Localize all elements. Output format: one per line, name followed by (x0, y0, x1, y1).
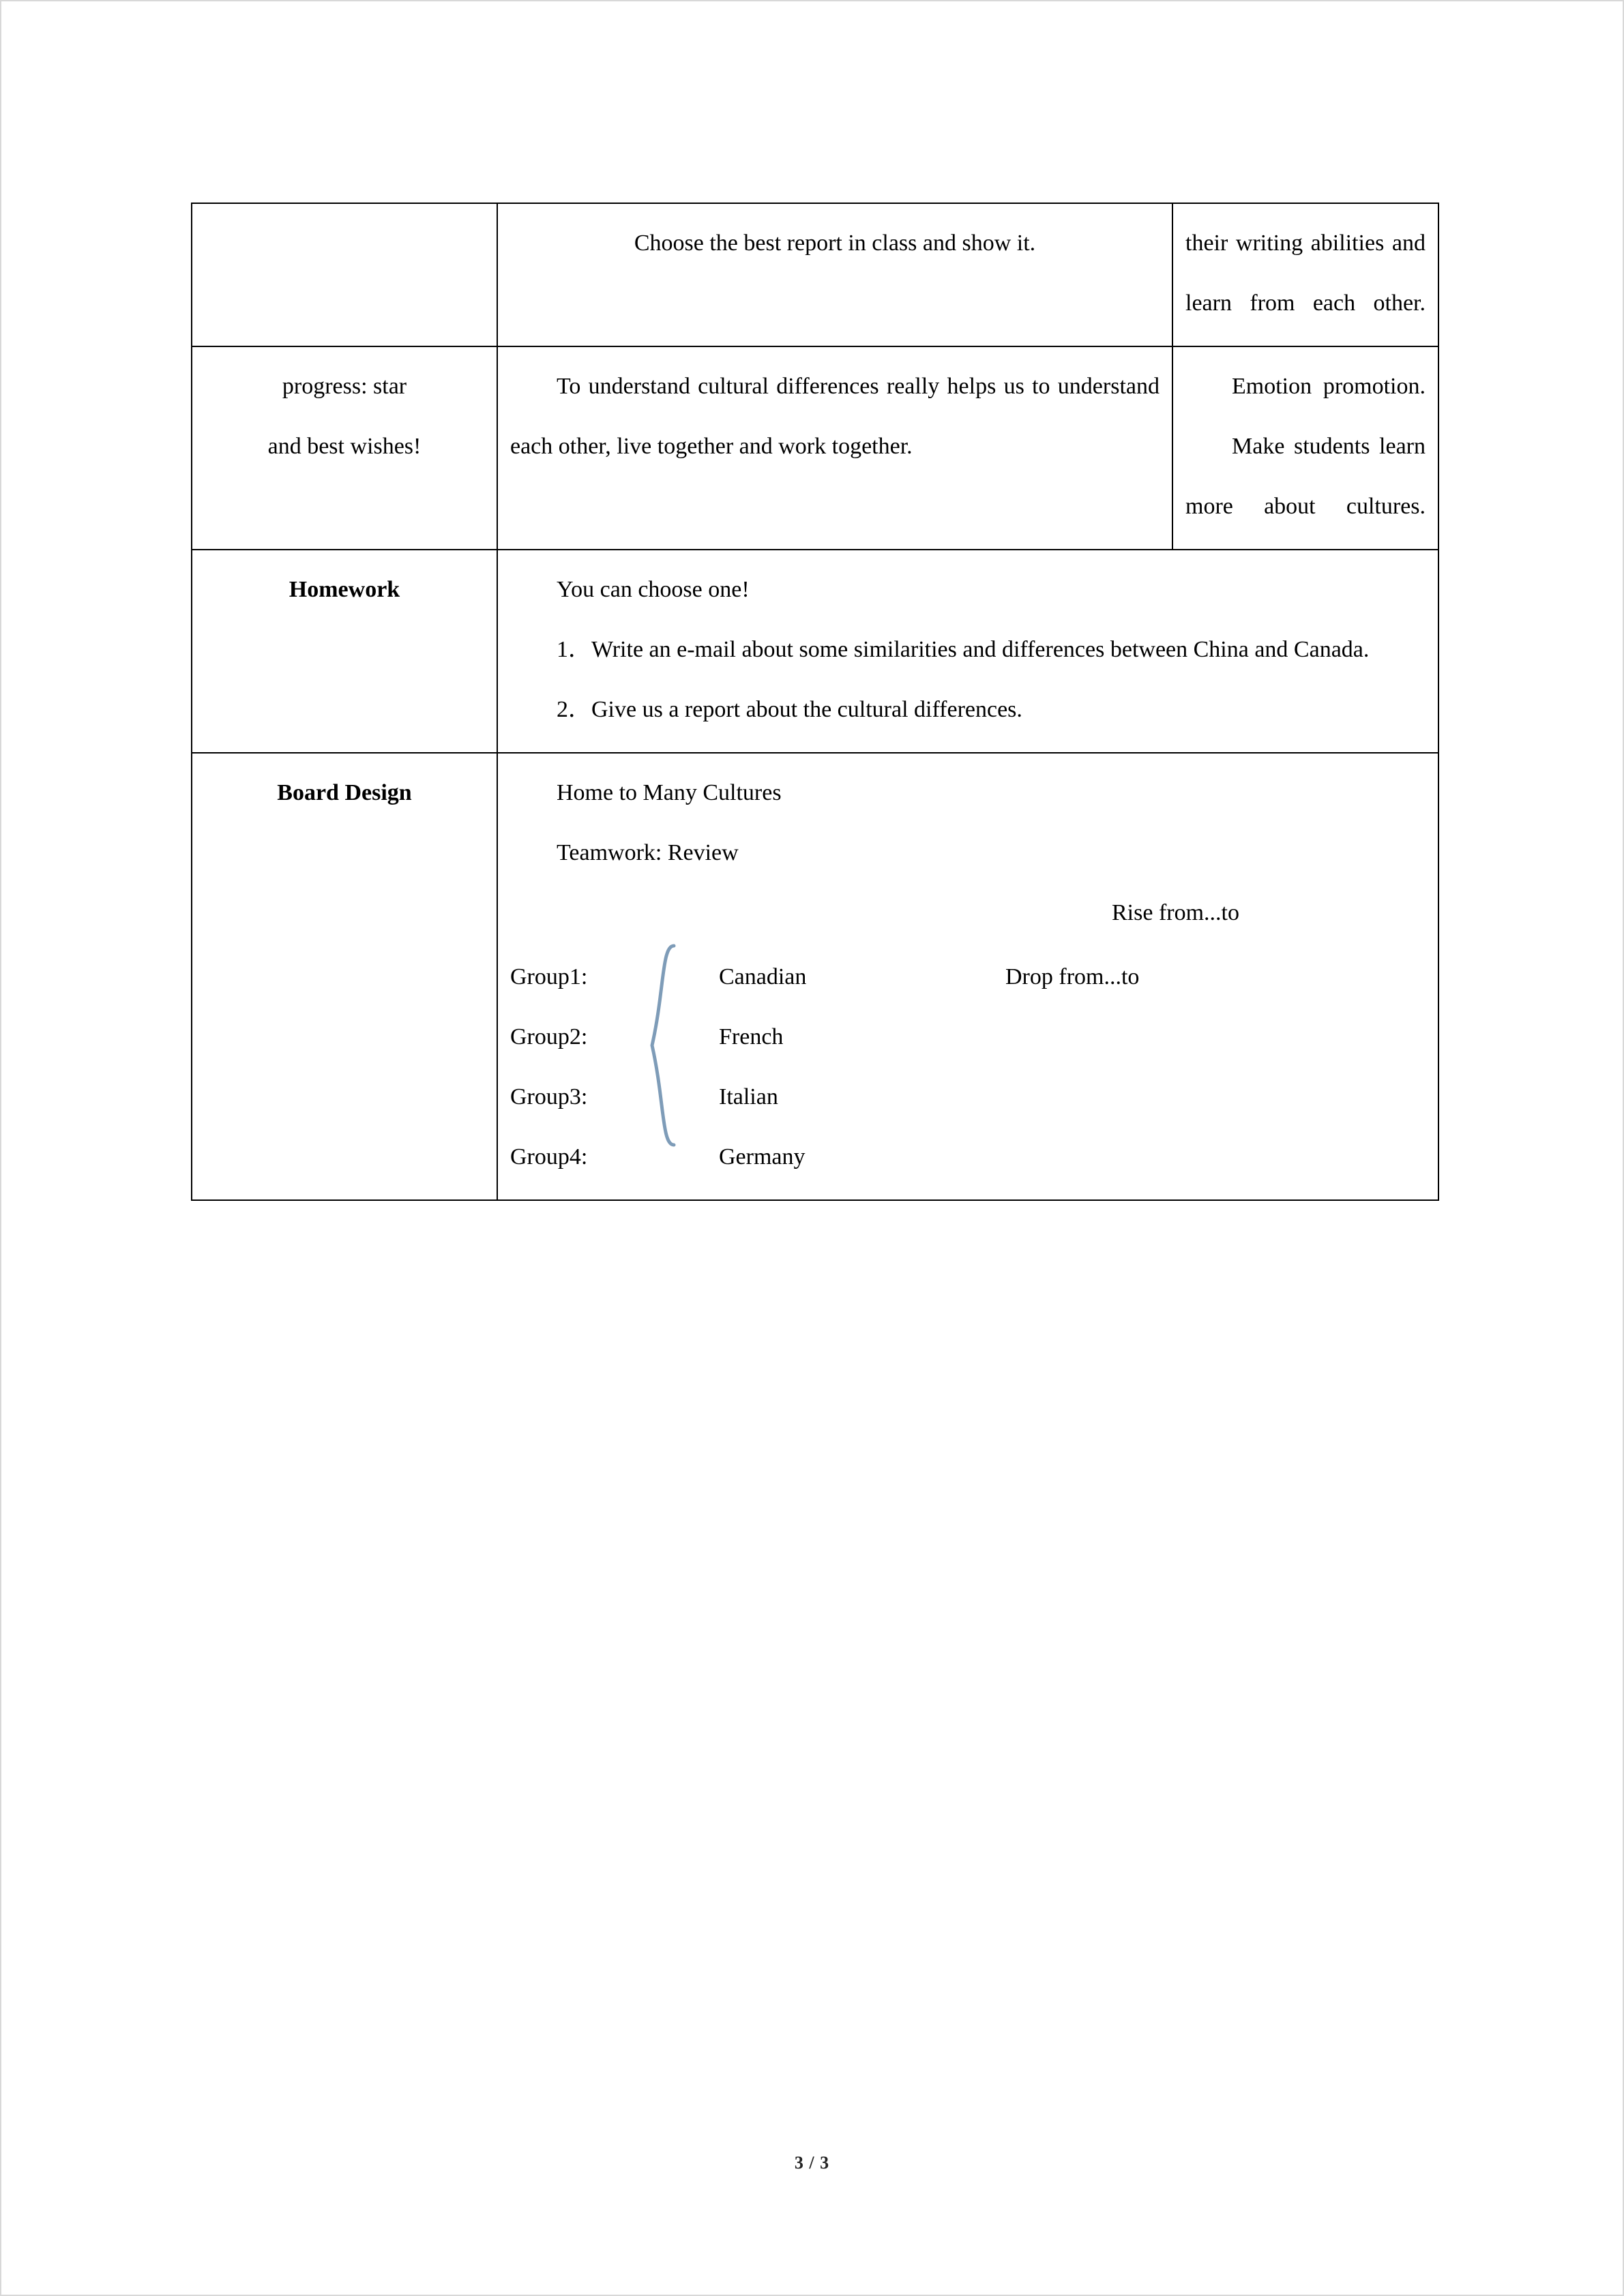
board-design-content-cell (497, 753, 1438, 1200)
board-group-list (510, 947, 1426, 1187)
row1-right-cell (1172, 203, 1438, 346)
group-label: Group4: (510, 1144, 588, 1169)
homework-line-2: 1．Write an e-mail about some similarities and differences between China and Canada. (557, 637, 1370, 662)
group-nation: French (719, 1024, 784, 1049)
row3-label-cell (192, 550, 497, 753)
group-nation: Italian (719, 1084, 778, 1109)
table-row (192, 550, 1438, 753)
group-label: Group2: (510, 1024, 588, 1049)
group-label: Group3: (510, 1084, 588, 1109)
homework-label: Homework (289, 577, 400, 602)
list-item (510, 1007, 1426, 1067)
board-title: Home to Many Cultures (557, 780, 782, 805)
table-row (192, 346, 1438, 550)
table-row (192, 753, 1438, 1200)
homework-line-1: You can choose one! (557, 577, 750, 602)
lesson-plan-table (191, 203, 1439, 1201)
table-row (192, 203, 1438, 346)
row2-middle-cell (497, 346, 1172, 550)
homework-line-3: 2．Give us a report about the cultural differences. (557, 697, 1022, 722)
row1-label-cell (192, 203, 497, 346)
row4-label-cell (192, 753, 497, 1200)
list-item (510, 947, 1426, 1007)
board-drop-text: Drop from...to (1005, 964, 1140, 989)
row2-middle-text: To understand cultural differences really helps us to understand each other, live together and work together. (510, 374, 1160, 459)
row2-right-line1: Emotion promotion. (1232, 374, 1426, 399)
group-label: Group1: (510, 964, 588, 989)
row2-right-cell (1172, 346, 1438, 550)
homework-content-cell (497, 550, 1438, 753)
board-design-block (510, 763, 1426, 1187)
row1-middle-text: Choose the best report in class and show it. (634, 230, 1036, 256)
row2-right-line2: Make students learn more about cultures. (1185, 434, 1426, 519)
row2-label-line1: progress: star (282, 374, 407, 399)
board-design-label: Board Design (277, 780, 412, 805)
row2-label-cell (192, 346, 497, 550)
row1-middle-cell (497, 203, 1172, 346)
board-rise-text: Rise from...to (1112, 900, 1239, 925)
row2-label-line2: and best wishes! (267, 434, 422, 459)
group-nation: Canadian (719, 964, 807, 989)
group-nation: Germany (719, 1144, 806, 1169)
list-item (510, 1067, 1426, 1127)
row1-right-text: their writing abilities and learn from each other. (1185, 230, 1426, 316)
board-teamwork: Teamwork: Review (557, 840, 739, 865)
list-item (510, 1127, 1426, 1187)
page-footer: 3 / 3 (794, 2153, 830, 2173)
